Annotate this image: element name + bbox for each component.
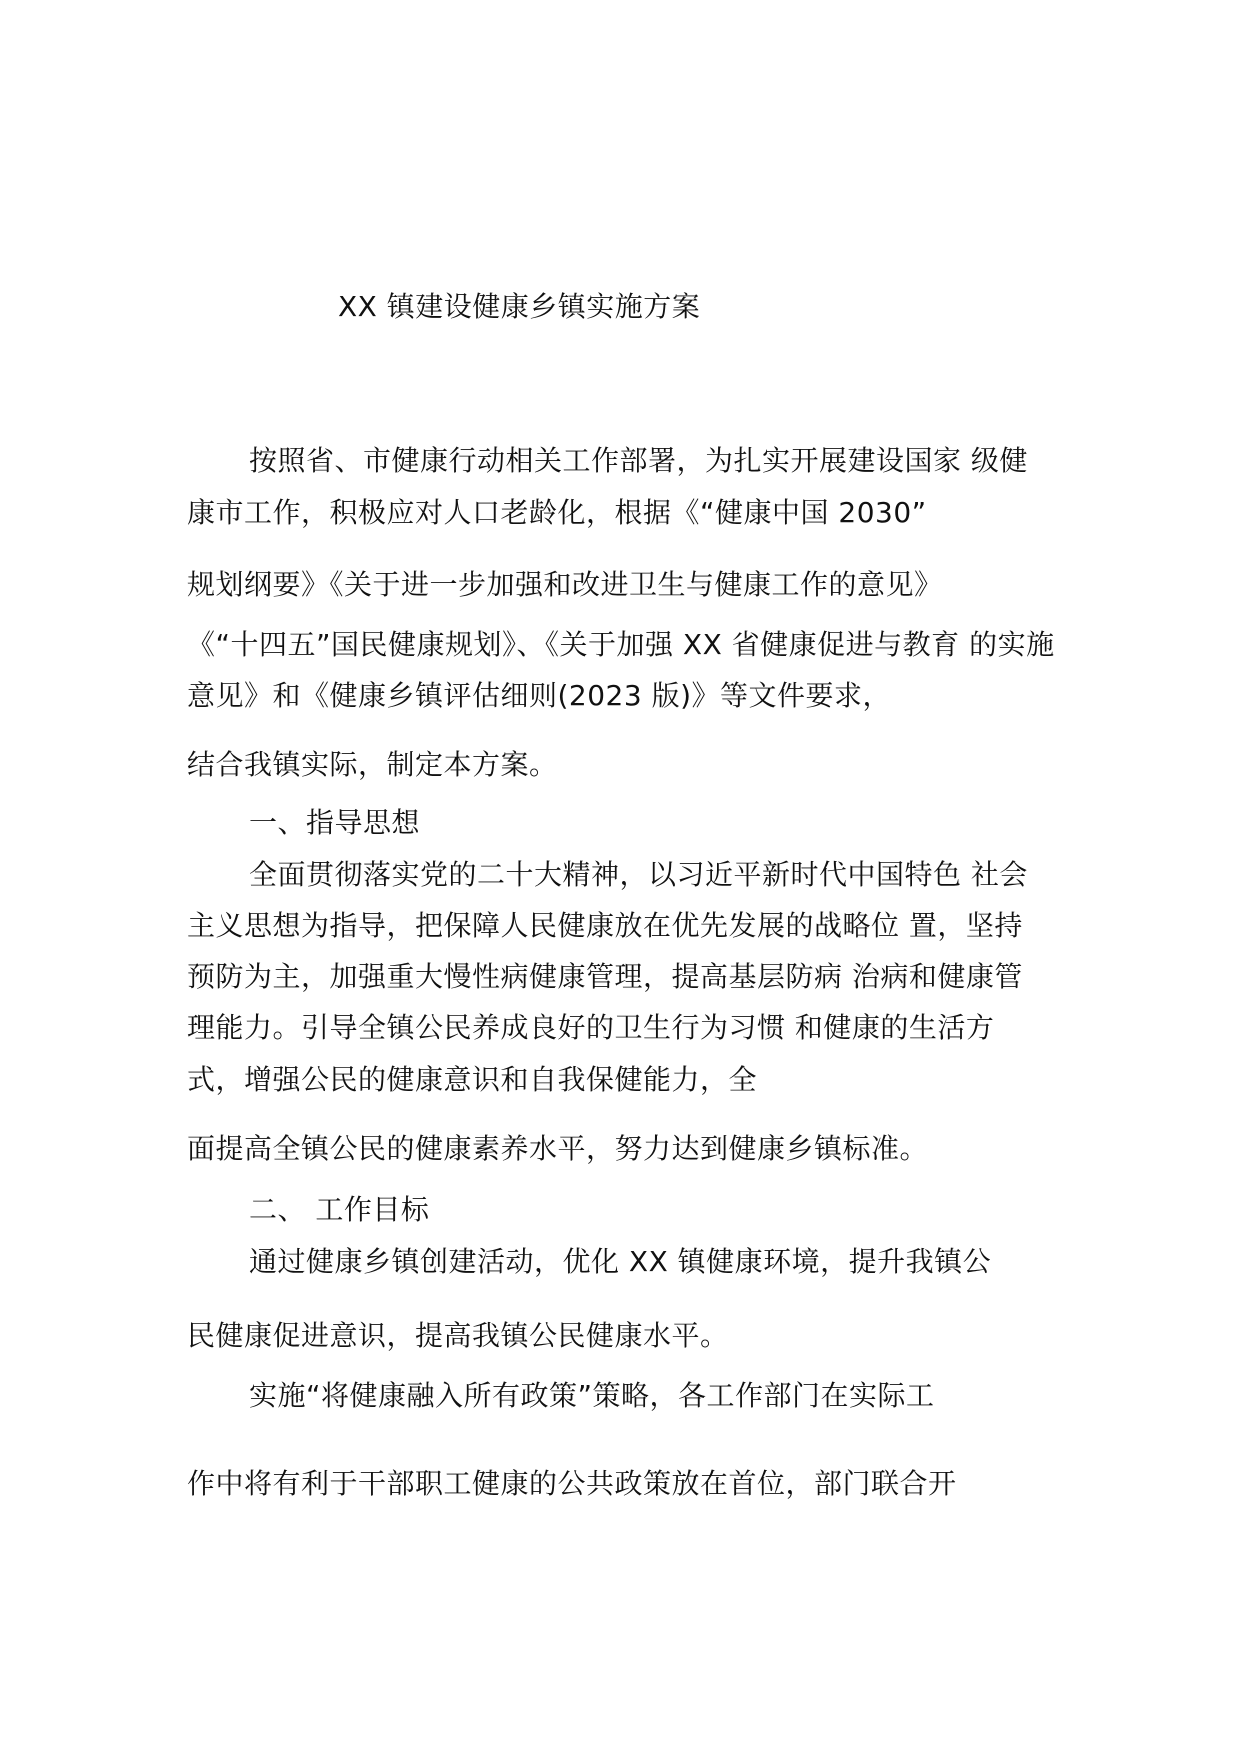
section-heading: 二、 工作目标 [249,1193,430,1226]
paragraph-line: 式，增强公民的健康意识和自我保健能力，全 [187,1063,758,1096]
paragraph-line: 民健康促进意识，提高我镇公民健康水平。 [187,1319,729,1352]
paragraph-line: 康市工作，积极应对人口老龄化，根据《“健康中国 2030” [187,496,927,529]
paragraph-line: 通过健康乡镇创建活动，优化 XX 镇健康环境，提升我镇公 [249,1245,992,1278]
paragraph-line: 主义思想为指导，把保障人民健康放在优先发展的战略位 置，坚持 [187,909,1023,942]
document-title: XX 镇建设健康乡镇实施方案 [338,290,701,323]
paragraph-line: 结合我镇实际，制定本方案。 [187,748,558,781]
paragraph-line: 《“十四五”国民健康规划》、《关于加强 XX 省健康促进与教育 的实施 [187,628,1055,661]
paragraph-line: 全面贯彻落实党的二十大精神，以习近平新时代中国特色 社会 [249,858,1028,891]
paragraph-line: 理能力。引导全镇公民养成良好的卫生行为习惯 和健康的生活方 [187,1011,995,1044]
paragraph-line: 意见》和《健康乡镇评估细则(2023 版)》等文件要求， [187,679,892,712]
paragraph-line: 预防为主，加强重大慢性病健康管理，提高基层防病 治病和健康管 [187,960,1023,993]
paragraph-line: 按照省、市健康行动相关工作部署，为扎实开展建设国家 级健 [249,444,1028,477]
section-heading: 一、指导思想 [249,806,421,839]
paragraph-line: 实施“将健康融入所有政策”策略，各工作部门在实际工 [249,1379,935,1412]
paragraph-line: 作中将有利于干部职工健康的公共政策放在首位，部门联合开 [187,1467,957,1500]
paragraph-line: 规划纲要》《关于进一步加强和改进卫生与健康工作的意见》 [187,568,943,601]
paragraph-line: 面提高全镇公民的健康素养水平，努力达到健康乡镇标准。 [187,1132,929,1165]
